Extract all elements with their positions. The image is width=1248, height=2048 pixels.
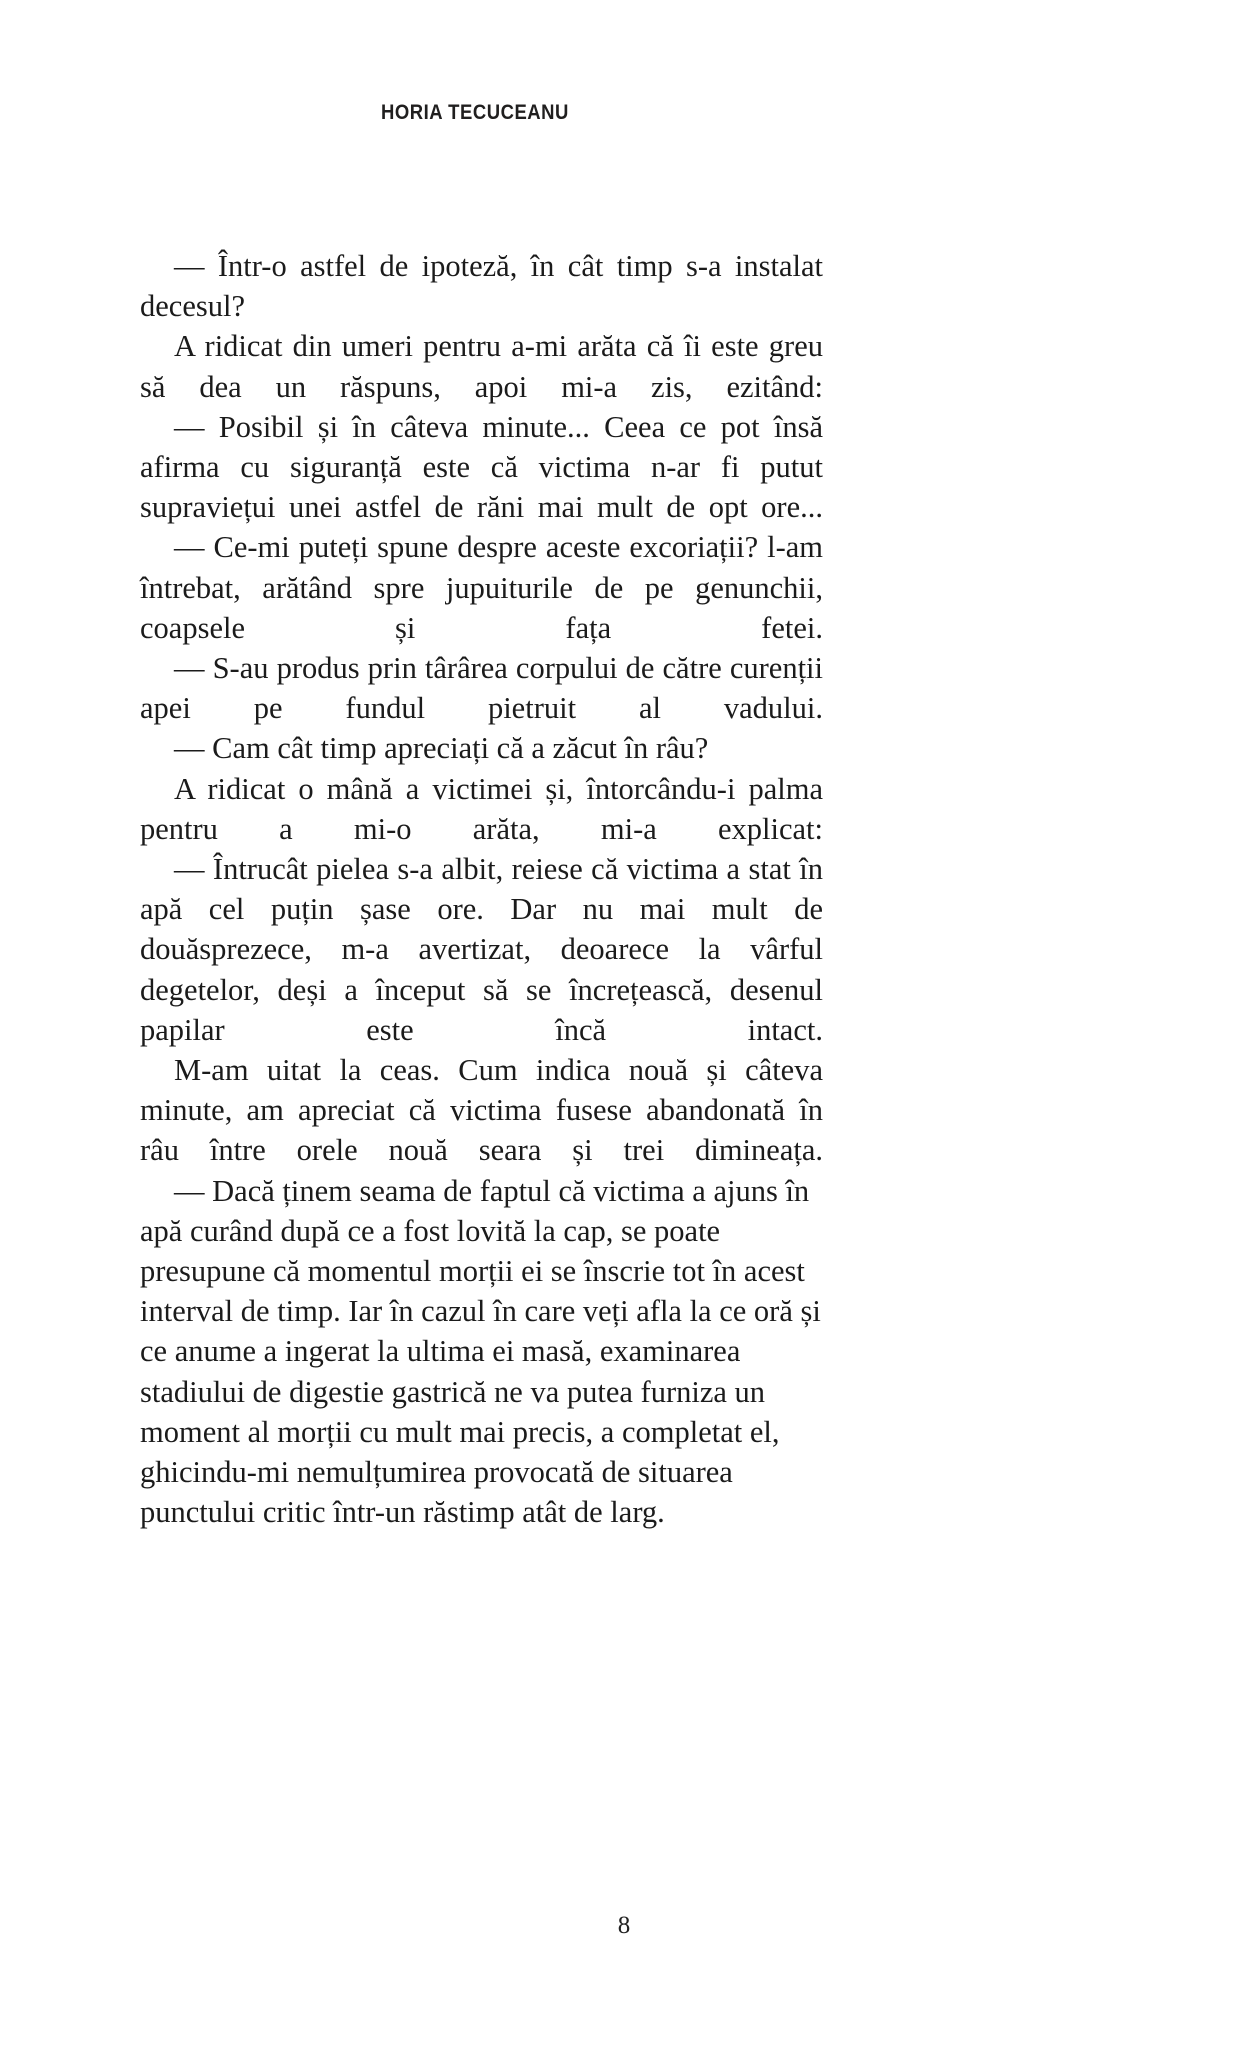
paragraph: A ridicat o mână a victimei și, întorcându-i palma pentru a mi-o arăta, mi-a explicat: bbox=[140, 771, 823, 846]
paragraph: — S-au produs prin târârea corpului de către curenții apei pe fundul pietruit al vadului. bbox=[140, 651, 823, 726]
paragraph: — Posibil și în câteva minute... Ceea ce pot însă afirma cu siguranță este că victima n-ar fi putut supraviețui unei astfel de răni mai mult de opt ore... bbox=[140, 409, 823, 525]
paragraph: M-am uitat la ceas. Cum indica nouă și câteva minute, am apreciat că victima fusese abandonată în râu între orele nouă seara și trei dimineața. bbox=[140, 1053, 823, 1168]
running-head: HORIA TECUCEANU bbox=[381, 101, 569, 124]
paragraph: — Dacă ținem seama de faptul că victima a ajuns în apă curând după ce a fost lovită la cap, se poate presupune că momentul morții ei se înscrie tot în acest interval de timp. Iar în cazul în care veți afla la ce oră și ce anume a ingerat la ultima ei masă, examinarea stadiului de digestie gastrică ne va putea furniza un moment al morții cu mult mai precis, a completat el, ghicindu-mi nemulțumirea provocată de situarea punctului critic într-un răstimp atât de larg. bbox=[140, 1173, 821, 1530]
paragraph: — Întrucât pielea s-a albit, reiese că victima a stat în apă cel puțin șase ore. Dar nu mai mult de douăsprezece, m-a avertizat, deoarece la vârful degetelor, deși a început să se încrețească, desenul papilar este încă intact. bbox=[140, 852, 823, 1047]
paragraph: — Cam cât timp apreciați că a zăcut în râu? bbox=[174, 731, 709, 766]
paragraph: — Ce-mi puteți spune despre aceste excoriații? l-am întrebat, arătând spre jupuiturile de pe genunchii, coapsele și fața fetei. bbox=[140, 530, 823, 645]
body-text-block bbox=[140, 246, 823, 1533]
page-number: 8 bbox=[617, 1912, 631, 1939]
paragraph: A ridicat din umeri pentru a-mi arăta că îi este greu să dea un răspuns, apoi mi-a zis, ezitând: bbox=[140, 329, 823, 404]
paragraph: — Într-o astfel de ipoteză, în cât timp s-a instalat decesul? bbox=[140, 249, 823, 324]
